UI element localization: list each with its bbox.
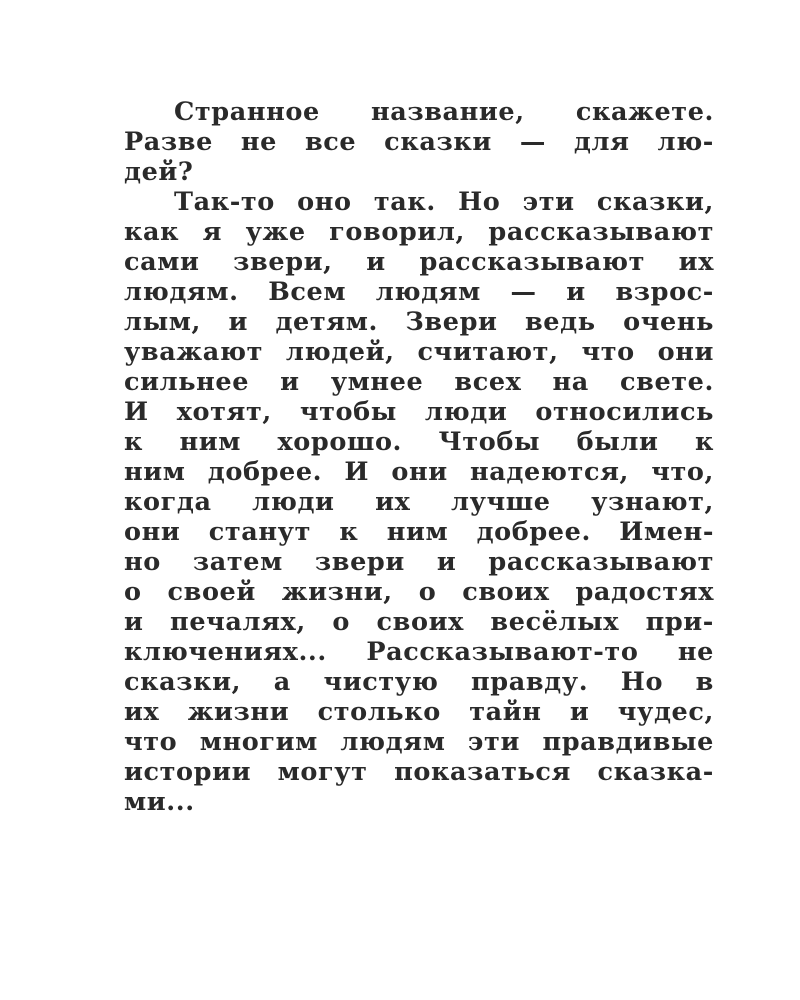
text-line: они станут к ним добрее. Имен- [124,517,714,547]
text-line: сильнее и умнее всех на свете. [124,367,714,397]
text-line: их жизни столько тайн и чудес, [124,697,714,727]
text-line: ключениях... Рассказывают-то не [124,637,714,667]
text-line: как я уже говорил, рассказывают [124,217,714,247]
text-line: Так-то оно так. Но эти сказки, [174,187,714,217]
text-line: Разве не все сказки — для лю- [124,127,714,157]
text-line: И хотят, чтобы люди относились [124,397,714,427]
text-line: ним добрее. И они надеются, что, [124,457,714,487]
text-line: но затем звери и рассказывают [124,547,714,577]
text-line: о своей жизни, о своих радостях [124,577,714,607]
text-line: уважают людей, считают, что они [124,337,714,367]
text-line: лым, и детям. Звери ведь очень [124,307,714,337]
text-line: людям. Всем людям — и взрос- [124,277,714,307]
text-line: сказки, а чистую правду. Но в [124,667,714,697]
text-line: истории могут показаться сказка- [124,757,714,787]
text-line: и печалях, о своих весёлых при- [124,607,714,637]
text-line: Странное название, скажете. [174,97,714,127]
text-line: что многим людям эти правдивые [124,727,714,757]
text-line: ми... [124,787,195,817]
body-text [124,97,714,817]
text-line: сами звери, и рассказывают их [124,247,714,277]
text-line: дей? [124,157,194,187]
text-line: когда люди их лучше узнают, [124,487,714,517]
paragraph-2 [124,187,714,817]
paragraph-1 [124,97,714,187]
text-line: к ним хорошо. Чтобы были к [124,427,714,457]
